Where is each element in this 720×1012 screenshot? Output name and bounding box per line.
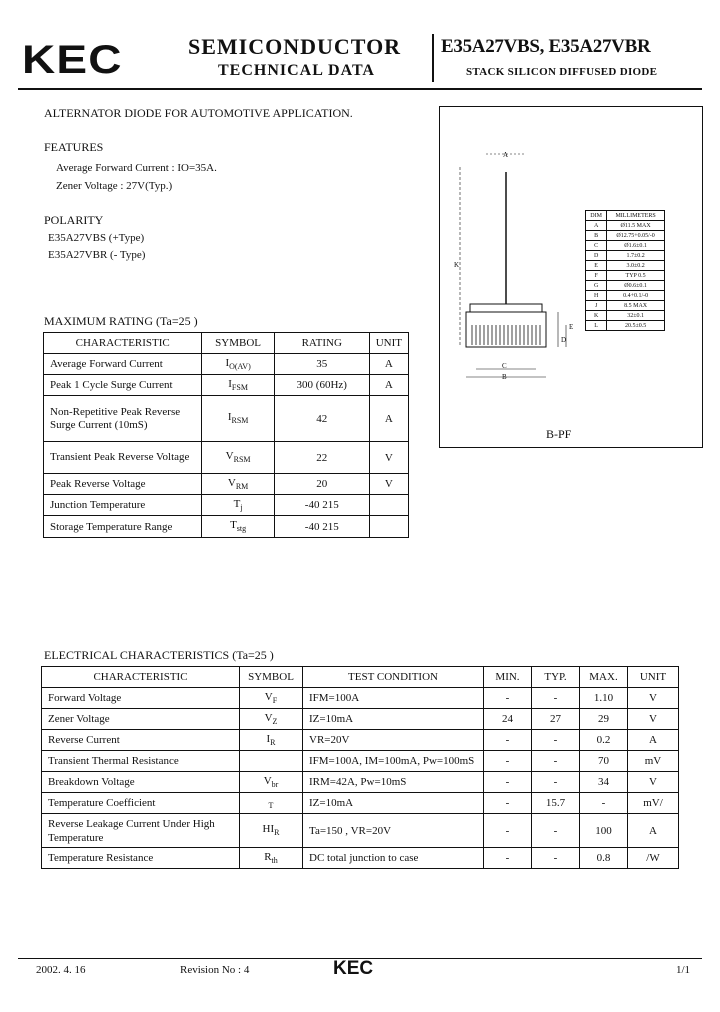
kec-logo: KEC: [22, 38, 123, 82]
dim-row: [586, 271, 665, 281]
table-row: [44, 495, 409, 516]
table-cell: DC total junction to case: [303, 848, 484, 869]
dim-row: [586, 321, 665, 331]
max-rating-title: MAXIMUM RATING (Ta=25 ): [44, 314, 198, 328]
table-cell: V: [369, 474, 408, 495]
footer-revision: Revision No : 4: [180, 964, 250, 976]
table-cell: [369, 516, 408, 538]
table-cell: IZ=10mA: [303, 709, 484, 730]
table-cell: /W: [628, 848, 679, 869]
table-cell: F: [586, 271, 607, 281]
table-cell: -: [484, 751, 532, 772]
table-cell: 15.7: [532, 793, 580, 814]
table-cell: [202, 354, 274, 375]
table-cell: [202, 442, 274, 474]
table-cell: Ø1.6±0.1: [607, 241, 665, 251]
table-cell: [240, 730, 303, 751]
table-cell: B: [586, 231, 607, 241]
table-cell: [240, 772, 303, 793]
table-cell: Peak Reverse Voltage: [44, 474, 202, 495]
symbol-text: Z: [272, 717, 278, 727]
table-cell: 20.5±0.5: [607, 321, 665, 331]
column-header: RATING: [274, 333, 369, 354]
table-cell: [202, 396, 274, 442]
symbol-text: O(AV): [229, 362, 251, 372]
table-header-row: [42, 667, 679, 688]
symbol-text: th: [271, 856, 278, 866]
table-cell: Ø0.6±0.1: [607, 281, 665, 291]
table-row: [42, 793, 679, 814]
table-cell: Transient Thermal Resistance: [42, 751, 240, 772]
dim-row: [586, 261, 665, 271]
table-row: [44, 474, 409, 495]
table-cell: -: [532, 751, 580, 772]
table-row: [44, 516, 409, 538]
symbol-text: RSM: [231, 416, 249, 426]
dim-label-c: C: [502, 362, 507, 370]
table-cell: [240, 793, 303, 814]
table-cell: TYP 0.5: [607, 271, 665, 281]
symbol-text: HI: [262, 823, 275, 836]
table-cell: 27: [532, 709, 580, 730]
table-cell: Ta=150 , VR=20V: [303, 814, 484, 848]
symbol-text: V: [227, 476, 236, 489]
table-cell: C: [586, 241, 607, 251]
column-header: UNIT: [628, 667, 679, 688]
table-row: [42, 730, 679, 751]
table-row: [42, 814, 679, 848]
table-cell: 24: [484, 709, 532, 730]
header-divider: [432, 34, 434, 82]
footer-date: 2002. 4. 16: [36, 964, 86, 976]
column-header: CHARACTERISTIC: [44, 333, 202, 354]
table-cell: Transient Peak Reverse Voltage: [44, 442, 202, 474]
table-cell: [240, 751, 303, 772]
table-cell: -: [484, 730, 532, 751]
application-text: ALTERNATOR DIODE FOR AUTOMOTIVE APPLICATION.: [44, 106, 353, 120]
table-cell: -: [484, 688, 532, 709]
table-cell: V: [628, 772, 679, 793]
table-cell: -: [484, 848, 532, 869]
dim-row: [586, 291, 665, 301]
symbol-text: F: [272, 696, 278, 706]
table-cell: 0.8: [580, 848, 628, 869]
table-cell: 42: [274, 396, 369, 442]
polarity-item: E35A27VBS (+Type): [48, 232, 145, 244]
table-cell: 20: [274, 474, 369, 495]
table-cell: 0.4+0.1/-0: [607, 291, 665, 301]
table-cell: Non-Repetitive Peak Reverse Surge Current (10mS): [44, 396, 202, 442]
electrical-table: [41, 666, 679, 869]
table-cell: -: [532, 814, 580, 848]
column-header: CHARACTERISTIC: [42, 667, 240, 688]
feature-item: Zener Voltage : 27V(Typ.): [56, 180, 173, 192]
electrical-title: ELECTRICAL CHARACTERISTICS (Ta=25 ): [44, 648, 274, 662]
header-title: SEMICONDUCTOR: [188, 34, 402, 59]
polarity-item: E35A27VBR (- Type): [48, 249, 146, 261]
symbol-text: FSM: [231, 383, 248, 393]
table-cell: VR=20V: [303, 730, 484, 751]
table-cell: 29: [580, 709, 628, 730]
table-cell: G: [586, 281, 607, 291]
table-cell: [202, 495, 274, 516]
symbol-text: T: [268, 801, 274, 811]
table-cell: 100: [580, 814, 628, 848]
table-cell: Ø11.5 MAX: [607, 221, 665, 231]
symbol-text: T: [233, 497, 241, 510]
symbol-text: I: [225, 356, 230, 369]
symbol-text: stg: [236, 524, 247, 534]
table-cell: 34: [580, 772, 628, 793]
symbol-text: V: [264, 690, 273, 703]
table-cell: mV: [628, 751, 679, 772]
symbol-text: R: [270, 738, 276, 748]
table-row: [42, 751, 679, 772]
table-cell: IZ=10mA: [303, 793, 484, 814]
symbol-text: V: [263, 774, 272, 787]
table-cell: 1.10: [580, 688, 628, 709]
dim-label-b: B: [502, 373, 507, 381]
table-cell: D: [586, 251, 607, 261]
table-cell: H: [586, 291, 607, 301]
feature-item: Average Forward Current : IO=35A.: [56, 162, 217, 174]
symbol-text: R: [274, 828, 280, 838]
table-cell: 3.0±0.2: [607, 261, 665, 271]
table-cell: [202, 474, 274, 495]
package-name: B-PF: [546, 427, 572, 441]
table-cell: 22: [274, 442, 369, 474]
product-description: STACK SILICON DIFFUSED DIODE: [466, 66, 658, 78]
table-cell: V: [628, 709, 679, 730]
features-title: FEATURES: [44, 140, 104, 154]
symbol-text: I: [266, 732, 271, 745]
table-cell: IFM=100A, IM=100mA, Pw=100mS: [303, 751, 484, 772]
table-cell: A: [586, 221, 607, 231]
table-cell: [240, 688, 303, 709]
table-cell: Zener Voltage: [42, 709, 240, 730]
table-cell: Reverse Leakage Current Under High Temperature: [42, 814, 240, 848]
table-cell: Reverse Current: [42, 730, 240, 751]
table-cell: IFM=100A: [303, 688, 484, 709]
symbol-text: br: [271, 780, 279, 790]
dim-header: DIM: [586, 211, 607, 221]
table-cell: -: [484, 793, 532, 814]
max-rating-table: [43, 332, 409, 538]
table-cell: Temperature Resistance: [42, 848, 240, 869]
table-cell: A: [369, 375, 408, 396]
dim-row: [586, 281, 665, 291]
footer-logo: KEC: [333, 958, 374, 979]
table-cell: A: [628, 730, 679, 751]
dim-label-k: K: [454, 261, 460, 269]
column-header: TEST CONDITION: [303, 667, 484, 688]
column-header: MIN.: [484, 667, 532, 688]
table-cell: [240, 848, 303, 869]
table-cell: Peak 1 Cycle Surge Current: [44, 375, 202, 396]
table-row: [44, 442, 409, 474]
table-cell: V: [628, 688, 679, 709]
dim-row: [586, 311, 665, 321]
table-row: [44, 375, 409, 396]
table-cell: [240, 814, 303, 848]
table-cell: 1.7±0.2: [607, 251, 665, 261]
table-cell: -40 215: [274, 516, 369, 538]
symbol-text: V: [264, 711, 273, 724]
dimensions-table: [585, 210, 665, 331]
column-header: SYMBOL: [202, 333, 274, 354]
symbol-text: R: [264, 850, 272, 863]
table-cell: 35: [274, 354, 369, 375]
dim-row: [586, 231, 665, 241]
table-cell: 300 (60Hz): [274, 375, 369, 396]
table-header-row: [44, 333, 409, 354]
polarity-title: POLARITY: [44, 213, 104, 227]
table-cell: A: [369, 396, 408, 442]
table-cell: V: [369, 442, 408, 474]
table-cell: [202, 375, 274, 396]
table-cell: Breakdown Voltage: [42, 772, 240, 793]
column-header: SYMBOL: [240, 667, 303, 688]
table-cell: 70: [580, 751, 628, 772]
dim-label-d: D: [561, 336, 567, 344]
dim-row: [586, 301, 665, 311]
column-header: TYP.: [532, 667, 580, 688]
package-outline-box: [439, 106, 703, 448]
table-cell: -: [532, 772, 580, 793]
table-cell: IRM=42A, Pw=10mS: [303, 772, 484, 793]
table-cell: -: [532, 848, 580, 869]
table-row: [42, 709, 679, 730]
column-header: MAX.: [580, 667, 628, 688]
dim-label-a: A: [503, 151, 509, 159]
symbol-text: I: [228, 377, 232, 390]
symbol-text: j: [240, 503, 243, 513]
table-cell: K: [586, 311, 607, 321]
symbol-text: V: [225, 450, 234, 463]
table-row: [44, 396, 409, 442]
header-rule: [18, 88, 702, 90]
dim-header: MILLIMETERS: [607, 211, 665, 221]
table-cell: -: [580, 793, 628, 814]
table-cell: -: [532, 730, 580, 751]
table-cell: mV/: [628, 793, 679, 814]
symbol-text: T: [230, 519, 237, 532]
table-cell: 32±0.1: [607, 311, 665, 321]
symbol-text: I: [227, 411, 232, 424]
table-cell: -: [532, 688, 580, 709]
table-cell: J: [586, 301, 607, 311]
table-cell: Average Forward Current: [44, 354, 202, 375]
column-header: UNIT: [369, 333, 408, 354]
symbol-text: RM: [235, 482, 249, 492]
table-row: [44, 354, 409, 375]
table-row: [42, 772, 679, 793]
dim-row: [586, 221, 665, 231]
table-cell: [240, 709, 303, 730]
table-cell: -: [484, 772, 532, 793]
table-cell: Junction Temperature: [44, 495, 202, 516]
table-cell: -: [484, 814, 532, 848]
table-cell: [369, 495, 408, 516]
table-cell: Storage Temperature Range: [44, 516, 202, 538]
dim-row: [586, 241, 665, 251]
table-cell: A: [628, 814, 679, 848]
table-cell: A: [369, 354, 408, 375]
header-subtitle: TECHNICAL DATA: [218, 62, 375, 79]
dim-label-e: E: [569, 323, 574, 331]
dim-row: [586, 251, 665, 261]
table-cell: E: [586, 261, 607, 271]
table-cell: Forward Voltage: [42, 688, 240, 709]
table-cell: Ø12.75+0.05/-0: [607, 231, 665, 241]
table-row: [42, 688, 679, 709]
table-cell: [202, 516, 274, 538]
part-numbers: E35A27VBS, E35A27VBR: [441, 36, 651, 57]
footer-page: 1/1: [676, 964, 691, 976]
table-row: [42, 848, 679, 869]
table-cell: -40 215: [274, 495, 369, 516]
table-cell: L: [586, 321, 607, 331]
table-cell: 8.5 MAX: [607, 301, 665, 311]
table-cell: Temperature Coefficient: [42, 793, 240, 814]
symbol-text: RSM: [233, 455, 251, 465]
table-cell: 0.2: [580, 730, 628, 751]
